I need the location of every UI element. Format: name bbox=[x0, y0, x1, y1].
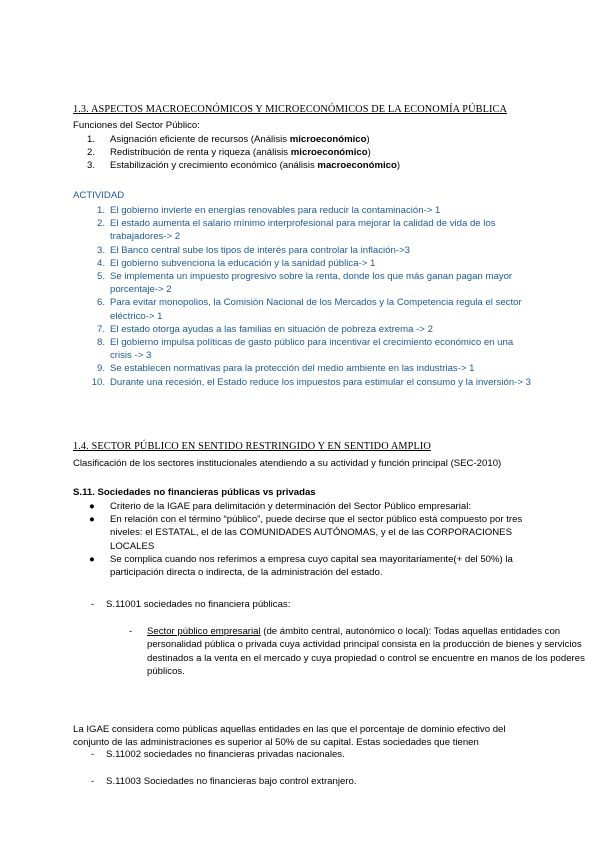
function-number: 3. bbox=[87, 160, 96, 172]
function-item: 3. Estabilización y crecimiento económico (análisis macroeconómico) bbox=[87, 160, 401, 172]
s11001-item: - S.11001 sociedades no financiera públicas: bbox=[91, 599, 291, 610]
activity-item: 3. El Banco central sube los tipos de interés para controlar la inflación->3 bbox=[96, 244, 410, 256]
s11002-item: - S.11002 sociedades no financieras privadas nacionales. bbox=[91, 749, 345, 761]
bullet-item: ● En relación con el término “público”, puede decirse que el sector público está compuesto por tres niveles: el ESTATAL, el de las COMUNIDADES AUTÓNOMAS, y el de las CORPORACIONES LOCALES bbox=[89, 514, 523, 552]
activity-item: 2. El estado aumenta el salario mínimo interprofesional para mejorar la calidad de vida de los trabajadores-> 2 bbox=[96, 218, 496, 243]
activity-list bbox=[73, 204, 533, 389]
activity-item: 1. El gobierno invierte en energías renovables para reducir la contaminación-> 1 bbox=[96, 205, 441, 216]
activity-item: 6. Para evitar monopolios, la Comisión Nacional de los Mercados y la Competencia regula el sector eléctrico-> 1 bbox=[96, 297, 522, 322]
bullet-icon: ● bbox=[89, 553, 95, 565]
activity-item: 5. Se implementa un impuesto progresivo sobre la renta, donde los que más ganan pagan mayor porcentaje-> 2 bbox=[96, 271, 513, 296]
activity-item: 9. Se establecen normativas para la protección del medio ambiente en las industrias-> 1 bbox=[96, 363, 475, 375]
bullet-item: ● Criterio de la IGAE para delimitación y determinación del Sector Público empresarial: bbox=[89, 501, 471, 512]
dash-icon: - bbox=[91, 776, 95, 788]
s11003-item: - S.11003 Sociedades no financieras bajo control extranjero. bbox=[91, 776, 357, 788]
activity-item: 4. El gobierno subvenciona la educación y la sanidad pública-> 1 bbox=[96, 257, 376, 269]
bullet-icon: ● bbox=[89, 501, 95, 512]
function-number: 1. bbox=[87, 134, 96, 145]
sector-publico-empresarial-item: - Sector público empresarial (de ámbito central, autonómico o local): Todas aquellas entidades con personalidad pública o privada cuya actividad principal consista en la producción de bienes y servicios destinados a la venta en el mercado y cuya propiedad o control se encuentre en manos de los poderes públicos. bbox=[129, 626, 585, 677]
s11-bullets bbox=[73, 500, 533, 579]
functions-list bbox=[73, 133, 533, 173]
s11-title: S.11. Sociedades no financieras públicas vs privadas bbox=[73, 487, 316, 498]
section-1-4-heading: 1.4. SECTOR PÚBLICO EN SENTIDO RESTRINGIDO Y EN SENTIDO AMPLIO bbox=[73, 441, 431, 452]
bullet-item: ● Se complica cuando nos referimos a empresa cuyo capital sea mayoritariamente(+ del 50%) la participación directa o indirecta, de la administración del estado. bbox=[89, 553, 513, 579]
activity-item: 10. Durante una recesión, el Estado reduce los impuestos para estimular el consumo y la inversión-> 3 bbox=[91, 376, 532, 388]
sector-publico-empresarial-term: Sector público empresarial bbox=[147, 626, 261, 638]
functions-intro: Funciones del Sector Público: bbox=[73, 120, 200, 131]
activity-title: ACTIVIDAD bbox=[73, 190, 125, 201]
bullet-icon: ● bbox=[89, 514, 95, 526]
function-item: 1. Asignación eficiente de recursos (Análisis microeconómico) bbox=[87, 134, 370, 145]
dash-icon: - bbox=[129, 626, 133, 638]
closing-paragraph: La IGAE considera como públicas aquellas entidades en las que el porcentaje de dominio efectivo del conjunto de las administraciones es superior al 50% de su capital. Estas sociedades que tienen bbox=[73, 724, 506, 749]
function-number: 2. bbox=[87, 147, 96, 159]
activity-item: 7. El estado otorga ayudas a las familias en situación de pobreza extrema -> 2 bbox=[96, 323, 433, 335]
dash-icon: - bbox=[91, 599, 95, 610]
section-1-4-intro: Clasificación de los sectores institucionales atendiendo a su actividad y función principal (SEC-2010) bbox=[73, 458, 502, 469]
function-item: 2. Redistribución de renta y riqueza (análisis microeconómico) bbox=[87, 147, 371, 159]
dash-icon: - bbox=[91, 749, 95, 761]
activity-item: 8. El gobierno impulsa políticas de gasto público para incentivar el crecimiento económico en una crisis -> 3 bbox=[96, 337, 514, 362]
section-1-3-heading: 1.3. ASPECTOS MACROECONÓMICOS Y MICROECONÓMICOS DE LA ECONOMÍA PÚBLICA bbox=[73, 104, 507, 115]
